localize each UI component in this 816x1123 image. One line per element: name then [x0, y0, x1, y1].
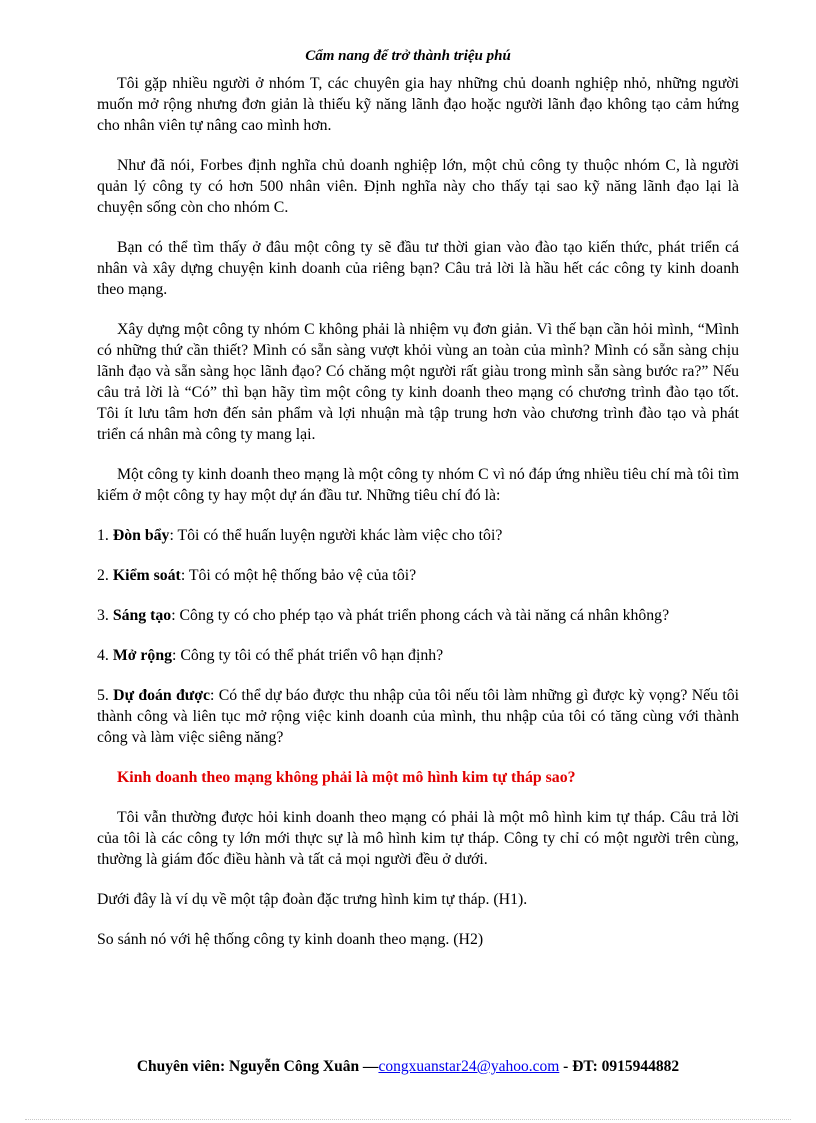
criteria-item [97, 605, 739, 626]
criteria-item [97, 685, 739, 748]
footer-phone: - ĐT: 0915944882 [559, 1058, 680, 1075]
criteria-term: Sáng tạo [112, 607, 172, 624]
section-heading: Kinh doanh theo mạng không phải là một mô hình kim tự tháp sao? [117, 769, 576, 786]
criteria-term: Dự đoán được [113, 687, 211, 704]
paragraph: Dưới đây là ví dụ về một tập đoàn đặc trưng hình kim tự tháp. (H1). [97, 891, 528, 908]
criteria-text: : Công ty tôi có thể phát triển vô hạn định? [172, 647, 444, 664]
criteria-number: 1. [97, 527, 109, 544]
page-header-title: Cẩm nang để trở thành triệu phú [305, 48, 511, 64]
criteria-text: : Công ty có cho phép tạo và phát triển phong cách và tài năng cá nhân không? [171, 607, 670, 624]
criteria-item [97, 525, 739, 546]
paragraph: Như đã nói, Forbes định nghĩa chủ doanh nghiệp lớn, một chủ công ty thuộc nhóm C, là người quản lý công ty có hơn 500 nhân viên. Định nghĩa này cho thấy tại sao kỹ năng lãnh đạo lại là chuyện sống còn cho nhóm C. [97, 157, 739, 216]
criteria-number: 4. [97, 647, 109, 664]
criteria-term: Mở rộng [112, 647, 173, 664]
footer-author: Chuyên viên: Nguyễn Công Xuân — [136, 1058, 379, 1075]
page-footer [0, 1058, 816, 1076]
criteria-term: Kiểm soát [112, 567, 181, 584]
footer-email-link[interactable]: congxuanstar24@yahoo.com [378, 1058, 560, 1075]
paragraph: Một công ty kinh doanh theo mạng là một công ty nhóm C vì nó đáp ứng nhiều tiêu chí mà tôi tìm kiếm ở một công ty hay một dự án đầu tư. Những tiêu chí đó là: [97, 466, 739, 504]
paragraph: Tôi vẫn thường được hỏi kinh doanh theo mạng có phải là một mô hình kim tự tháp. Câu trả lời của tôi là các công ty lớn mới thực sự là mô hình kim tự tháp. Công ty chỉ có một người trên cùng, thường là giám đốc điều hành và tất cả mọi người đều ở dưới. [97, 809, 739, 868]
criteria-text: : Có thể dự báo được thu nhập của tôi nếu tôi làm những gì được kỳ vọng? Nếu tôi thành công và liên tục mở rộng việc kinh doanh của mình, thu nhập của tôi có tăng cùng với thành công và làm việc siêng năng? [97, 687, 740, 746]
page-bottom-divider [25, 1119, 791, 1120]
criteria-text: : Tôi có thể huấn luyện người khác làm việc cho tôi? [169, 527, 503, 544]
criteria-item [97, 645, 739, 666]
paragraph: Tôi gặp nhiều người ở nhóm T, các chuyên gia hay những chủ doanh nghiệp nhỏ, những người muốn mở rộng nhưng đơn giản là thiếu kỹ năng lãnh đạo hoặc người lãnh đạo không tạo cảm hứng cho nhân viên tự nâng cao mình hơn. [97, 75, 739, 134]
paragraph: Bạn có thể tìm thấy ở đâu một công ty sẽ đầu tư thời gian vào đào tạo kiến thức, phát triển cá nhân và xây dựng chuyện kinh doanh của riêng bạn? Câu trả lời là hầu hết các công ty kinh doanh theo mạng. [97, 239, 739, 298]
criteria-item [97, 565, 739, 586]
criteria-text: : Tôi có một hệ thống bảo vệ của tôi? [180, 567, 417, 584]
criteria-number: 3. [97, 607, 109, 624]
paragraph: Xây dựng một công ty nhóm C không phải là nhiệm vụ đơn giản. Vì thế bạn cần hỏi mình, “Mình có những thứ cần thiết? Mình có sẵn sàng vượt khỏi vùng an toàn của mình? Mình có sẵn sàng chịu lãnh đạo và sẵn sàng học lãnh đạo? Có chăng một người rất giàu trong mình sẵn sàng bước ra?” Nếu câu trả lời là “Có” thì bạn hãy tìm một công ty kinh doanh theo mạng có chương trình đào tạo tốt. Tôi ít lưu tâm hơn đến sản phẩm và lợi nhuận mà tập trung hơn vào chương trình đào tạo và phát triển cá nhân mà công ty mang lại. [97, 321, 739, 443]
criteria-term: Đòn bẩy [112, 527, 170, 544]
paragraph: So sánh nó với hệ thống công ty kinh doanh theo mạng. (H2) [97, 931, 484, 948]
criteria-number: 5. [97, 687, 109, 704]
criteria-number: 2. [97, 567, 109, 584]
body-content [97, 73, 739, 969]
